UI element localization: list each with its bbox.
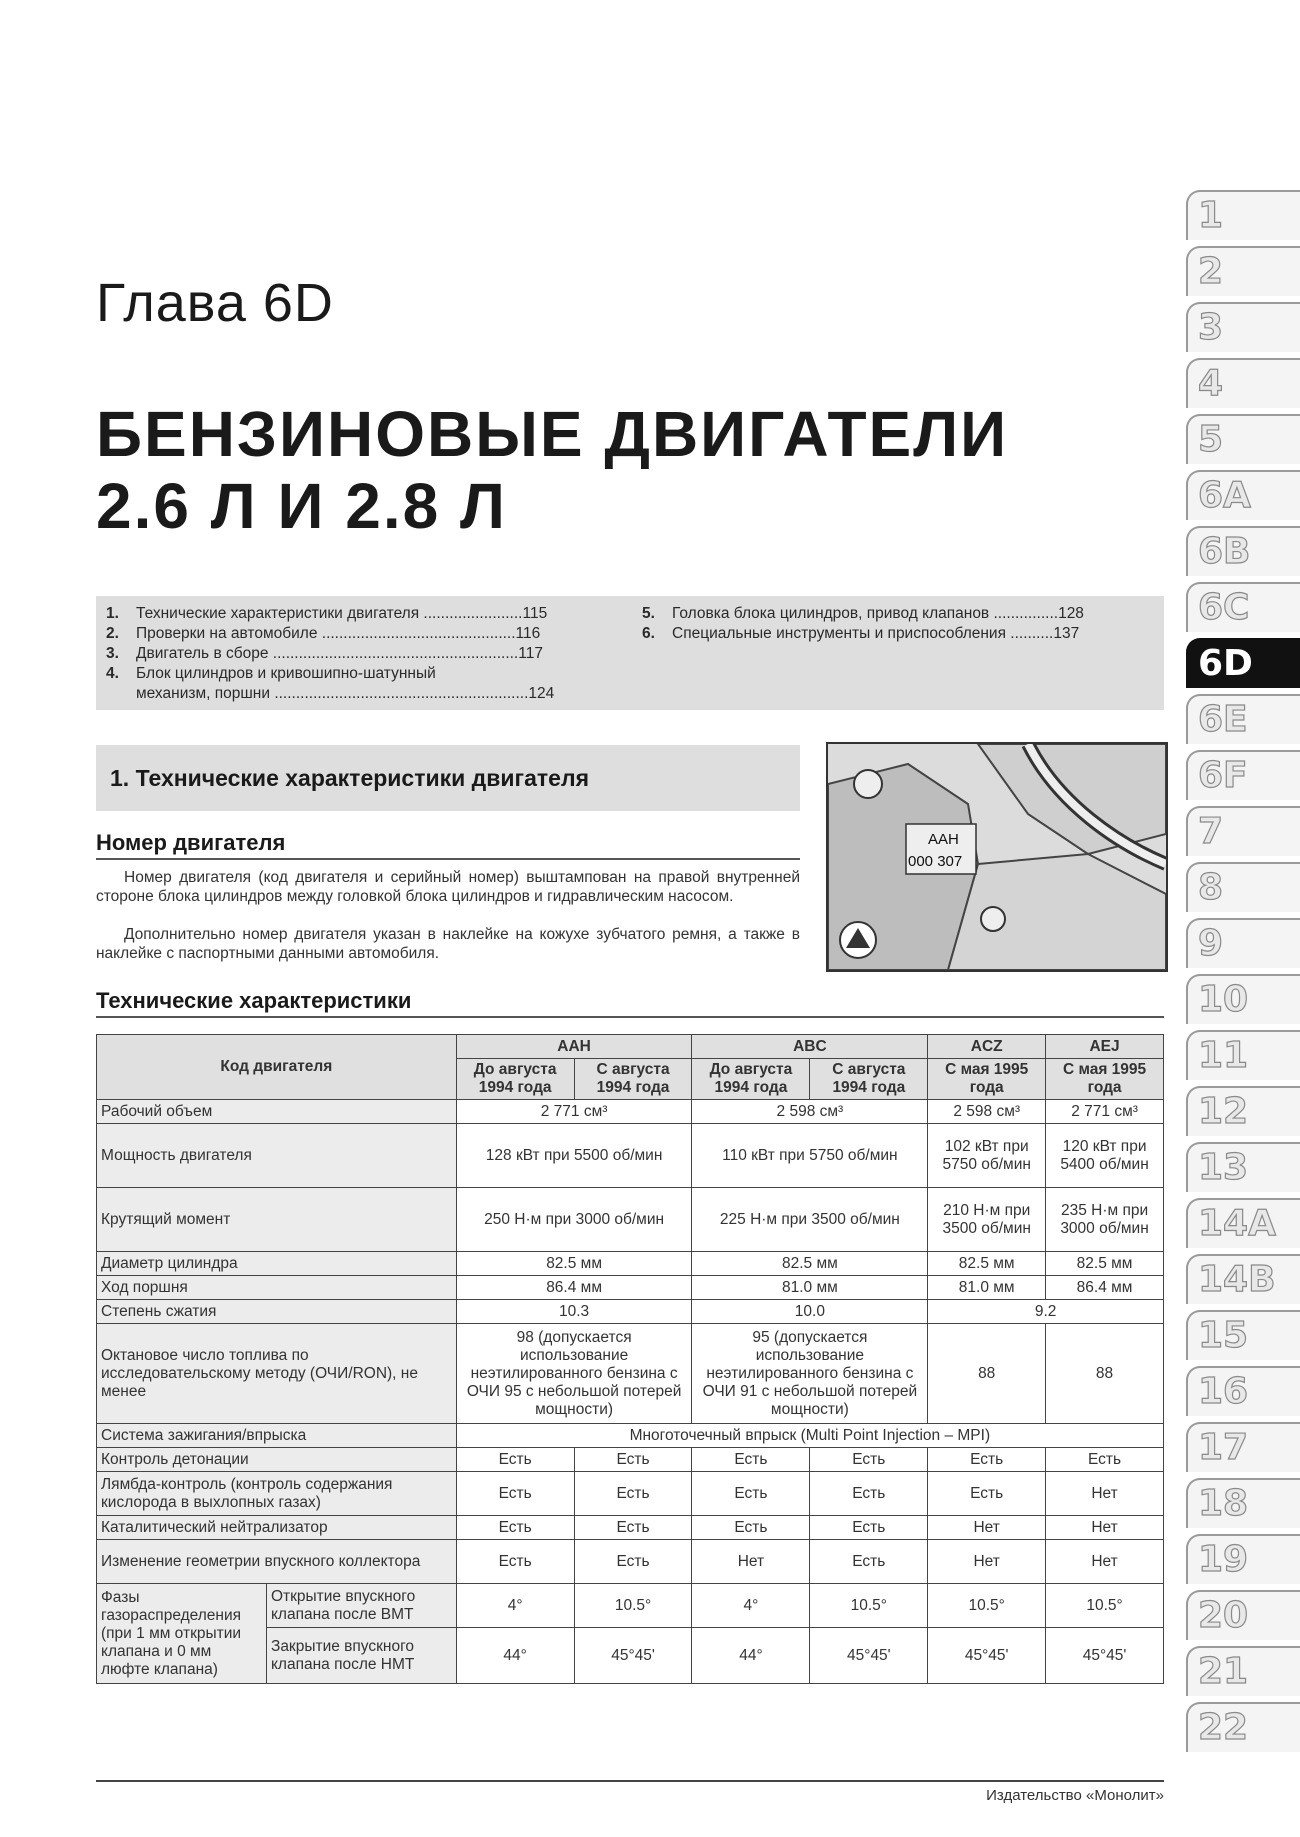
section-heading — [96, 745, 800, 811]
cell: 2 598 см³ — [928, 1100, 1046, 1124]
row-label: Фазы газораспределения (при 1 мм открытии клапана и 0 мм люфте клапана) — [97, 1584, 267, 1684]
section-heading-text: 1. Технические характеристики двигателя — [110, 765, 590, 791]
chapter-tab-6b[interactable]: 6B — [1186, 526, 1300, 576]
engine-specs-table — [96, 1034, 1164, 1684]
contents-item-number: 4. — [106, 665, 119, 682]
heading-underline — [96, 1016, 1164, 1018]
chapter-tab-7[interactable]: 7 — [1186, 806, 1300, 856]
table-row — [97, 1124, 1164, 1188]
cell: Есть — [456, 1472, 574, 1516]
cell: Нет — [1046, 1540, 1164, 1584]
contents-left-column — [106, 604, 616, 704]
table-row — [97, 1516, 1164, 1540]
cell: 10.5° — [574, 1584, 692, 1628]
chapter-tab-14b[interactable]: 14B — [1186, 1254, 1300, 1304]
cell: 82.5 мм — [1046, 1252, 1164, 1276]
chapter-tab-5[interactable]: 5 — [1186, 414, 1300, 464]
chapter-tab-12[interactable]: 12 — [1186, 1086, 1300, 1136]
contents-item — [106, 604, 616, 624]
cell: 9.2 — [928, 1300, 1164, 1324]
contents-item-number: 6. — [642, 625, 655, 642]
cell: Нет — [928, 1540, 1046, 1584]
code-header: Код двигателя — [97, 1035, 457, 1100]
cell: 102 кВт при 5750 об/мин — [928, 1124, 1046, 1188]
contents-item-number: 3. — [106, 645, 119, 662]
chapter-tab-8[interactable]: 8 — [1186, 862, 1300, 912]
row-label: Степень сжатия — [97, 1300, 457, 1324]
table-row — [97, 1100, 1164, 1124]
cell: Есть — [692, 1516, 810, 1540]
cell: 250 Н·м при 3000 об/мин — [456, 1188, 692, 1252]
cell: 10.5° — [928, 1584, 1046, 1628]
cell: 2 598 см³ — [692, 1100, 928, 1124]
cell: Есть — [456, 1540, 574, 1584]
chapter-tab-4[interactable]: 4 — [1186, 358, 1300, 408]
chapter-tab-10[interactable]: 10 — [1186, 974, 1300, 1024]
cell: 45°45' — [574, 1628, 692, 1684]
chapter-tab-6f[interactable]: 6F — [1186, 750, 1300, 800]
title-line-1: БЕНЗИНОВЫЕ ДВИГАТЕЛИ — [96, 398, 1009, 470]
cell: Есть — [574, 1540, 692, 1584]
contents-item — [106, 684, 616, 704]
row-label: Диаметр цилиндра — [97, 1252, 457, 1276]
cell: Есть — [928, 1472, 1046, 1516]
photo-code-label: AAH — [928, 831, 959, 848]
publisher-credit: Издательство «Монолит» — [986, 1787, 1164, 1804]
contents-item-number: 1. — [106, 605, 119, 622]
row-label: Рабочий объем — [97, 1100, 457, 1124]
chapter-tab-6e[interactable]: 6E — [1186, 694, 1300, 744]
cell: 120 кВт при 5400 об/мин — [1046, 1124, 1164, 1188]
contents-item — [106, 644, 616, 664]
contents-item-text: Специальные инструменты и приспособления ..........137 — [672, 625, 1080, 642]
contents-item-number: 2. — [106, 625, 119, 642]
table-row — [97, 1252, 1164, 1276]
chapter-tab-21[interactable]: 21 — [1186, 1646, 1300, 1696]
period-header: До августа 1994 года — [456, 1059, 574, 1100]
cell: 45°45' — [928, 1628, 1046, 1684]
chapter-tabs — [1186, 190, 1300, 1758]
chapter-tab-18[interactable]: 18 — [1186, 1478, 1300, 1528]
chapter-tab-9[interactable]: 9 — [1186, 918, 1300, 968]
cell: Есть — [928, 1448, 1046, 1472]
cell: Нет — [1046, 1472, 1164, 1516]
cell: 45°45' — [1046, 1628, 1164, 1684]
cell: 95 (допускается использование неэтилированного бензина с ОЧИ 91 с небольшой потерей мощности) — [692, 1324, 928, 1424]
cell: Есть — [456, 1448, 574, 1472]
engine-header-aah: AAH — [456, 1035, 692, 1059]
cell: Нет — [1046, 1516, 1164, 1540]
contents-item-text: Проверки на автомобиле .............................................116 — [136, 625, 541, 642]
period-header: С мая 1995 года — [1046, 1059, 1164, 1100]
cell: 235 Н·м при 3000 об/мин — [1046, 1188, 1164, 1252]
engine-number-heading: Номер двигателя — [96, 830, 286, 855]
table-row — [97, 1472, 1164, 1516]
contents-item-text: Блок цилиндров и кривошипно-шатунный — [136, 665, 436, 682]
cell: 98 (допускается использование неэтилированного бензина с ОЧИ 95 с небольшой потерей мощности) — [456, 1324, 692, 1424]
chapter-tab-11[interactable]: 11 — [1186, 1030, 1300, 1080]
engine-number-paragraph-2: Дополнительно номер двигателя указан в наклейке на кожухе зубчатого ремня, а также в наклейке с паспортными данными автомобиля. — [96, 926, 800, 962]
cell: 82.5 мм — [692, 1252, 928, 1276]
contents-item — [642, 604, 1154, 624]
contents-item — [642, 624, 1154, 644]
row-label: Каталитический нейтрализатор — [97, 1516, 457, 1540]
engine-header-acz: ACZ — [928, 1035, 1046, 1059]
period-header: С мая 1995 года — [928, 1059, 1046, 1100]
chapter-tab-16[interactable]: 16 — [1186, 1366, 1300, 1416]
cell: Нет — [928, 1516, 1046, 1540]
footer-rule — [96, 1780, 1164, 1782]
cell: 110 кВт при 5750 об/мин — [692, 1124, 928, 1188]
contents-item — [106, 624, 616, 644]
chapter-tab-6c[interactable]: 6C — [1186, 582, 1300, 632]
row-label: Контроль детонации — [97, 1448, 457, 1472]
cell: Есть — [810, 1448, 928, 1472]
cell: Есть — [692, 1448, 810, 1472]
row-label: Октановое число топлива по исследовательскому методу (ОЧИ/RON), не менее — [97, 1324, 457, 1424]
engine-number-paragraph-1: Номер двигателя (код двигателя и серийный номер) выштампован на правой внутренней стороне блока цилиндров между головкой блока цилиндров и гидравлическим насосом. — [96, 869, 800, 905]
period-header: С августа 1994 года — [574, 1059, 692, 1100]
row-label: Крутящий момент — [97, 1188, 457, 1252]
table-row — [97, 1584, 1164, 1628]
chapter-tab-6a[interactable]: 6A — [1186, 470, 1300, 520]
cell: Есть — [574, 1516, 692, 1540]
cell: 82.5 мм — [928, 1252, 1046, 1276]
cell: 86.4 мм — [456, 1276, 692, 1300]
row-label: Ход поршня — [97, 1276, 457, 1300]
cell: 10.5° — [810, 1584, 928, 1628]
cell: 210 Н·м при 3500 об/мин — [928, 1188, 1046, 1252]
page-title — [96, 398, 1008, 542]
contents-item-text: Двигатель в сборе .........................................................117 — [136, 645, 543, 662]
photo-number-label: 000 307 — [908, 853, 963, 870]
chapter-contents — [96, 596, 1164, 710]
cell: 45°45' — [810, 1628, 928, 1684]
cell: 225 Н·м при 3500 об/мин — [692, 1188, 928, 1252]
row-label: Система зажигания/впрыска — [97, 1424, 457, 1448]
cell: 88 — [928, 1324, 1046, 1424]
cell: 2 771 см³ — [1046, 1100, 1164, 1124]
engine-number-photo — [826, 742, 1168, 972]
specs-heading: Технические характеристики — [96, 988, 412, 1013]
cell: 44° — [456, 1628, 574, 1684]
cell: 82.5 мм — [456, 1252, 692, 1276]
cell: Есть — [810, 1472, 928, 1516]
table-row — [97, 1448, 1164, 1472]
chapter-tab-22[interactable]: 22 — [1186, 1702, 1300, 1752]
contents-item-text: Головка блока цилиндров, привод клапанов ...............128 — [672, 605, 1084, 622]
cell: Есть — [810, 1516, 928, 1540]
row-sublabel: Открытие впускного клапана после ВМТ — [266, 1584, 456, 1628]
engine-header-aej: AEJ — [1046, 1035, 1164, 1059]
cell: 10.0 — [692, 1300, 928, 1324]
table-row — [97, 1424, 1164, 1448]
row-label: Изменение геометрии впускного коллектора — [97, 1540, 457, 1584]
chapter-tab-13[interactable]: 13 — [1186, 1142, 1300, 1192]
contents-item-number — [106, 684, 136, 704]
row-sublabel: Закрытие впускного клапана после НМТ — [266, 1628, 456, 1684]
cell: Нет — [692, 1540, 810, 1584]
chapter-tab-15[interactable]: 15 — [1186, 1310, 1300, 1360]
table-row — [97, 1540, 1164, 1584]
chapter-tab-20[interactable]: 20 — [1186, 1590, 1300, 1640]
cell: 10.5° — [1046, 1584, 1164, 1628]
chapter-tab-3[interactable]: 3 — [1186, 302, 1300, 352]
chapter-tab-2[interactable]: 2 — [1186, 246, 1300, 296]
cell: 81.0 мм — [928, 1276, 1046, 1300]
cell: 44° — [692, 1628, 810, 1684]
cell: Есть — [574, 1472, 692, 1516]
cell: Многоточечный впрыск (Multi Point Injection – MPI) — [456, 1424, 1163, 1448]
contents-item-text: механизм, поршни ...........................................................124 — [136, 685, 555, 702]
table-row — [97, 1188, 1164, 1252]
cell: Есть — [574, 1448, 692, 1472]
cell: 10.3 — [456, 1300, 692, 1324]
table-row — [97, 1324, 1164, 1424]
chapter-tab-19[interactable]: 19 — [1186, 1534, 1300, 1584]
cell: Есть — [456, 1516, 574, 1540]
contents-item-number: 5. — [642, 605, 655, 622]
period-header: До августа 1994 года — [692, 1059, 810, 1100]
period-header: С августа 1994 года — [810, 1059, 928, 1100]
contents-right-column — [642, 604, 1154, 644]
engine-header-abc: ABC — [692, 1035, 928, 1059]
cell: Есть — [692, 1472, 810, 1516]
cell: 2 771 см³ — [456, 1100, 692, 1124]
cell: 86.4 мм — [1046, 1276, 1164, 1300]
contents-item — [106, 664, 616, 684]
row-label: Лямбда-контроль (контроль содержания кислорода в выхлопных газах) — [97, 1472, 457, 1516]
chapter-label: Глава 6D — [96, 273, 334, 333]
contents-item-text: Технические характеристики двигателя .......................115 — [136, 605, 548, 622]
row-label: Мощность двигателя — [97, 1124, 457, 1188]
chapter-tab-14a[interactable]: 14A — [1186, 1198, 1300, 1248]
cell: 81.0 мм — [692, 1276, 928, 1300]
cell: 128 кВт при 5500 об/мин — [456, 1124, 692, 1188]
cell: 88 — [1046, 1324, 1164, 1424]
table-row — [97, 1300, 1164, 1324]
cell: Есть — [1046, 1448, 1164, 1472]
engine-block-illustration — [828, 744, 1166, 970]
cell: Есть — [810, 1540, 928, 1584]
cell: 4° — [456, 1584, 574, 1628]
chapter-tab-1[interactable]: 1 — [1186, 190, 1300, 240]
heading-underline — [96, 858, 800, 860]
cell: 4° — [692, 1584, 810, 1628]
title-line-2: 2.6 Л И 2.8 Л — [96, 470, 507, 542]
chapter-tab-6d[interactable]: 6D — [1186, 638, 1300, 688]
chapter-tab-17[interactable]: 17 — [1186, 1422, 1300, 1472]
table-row — [97, 1276, 1164, 1300]
